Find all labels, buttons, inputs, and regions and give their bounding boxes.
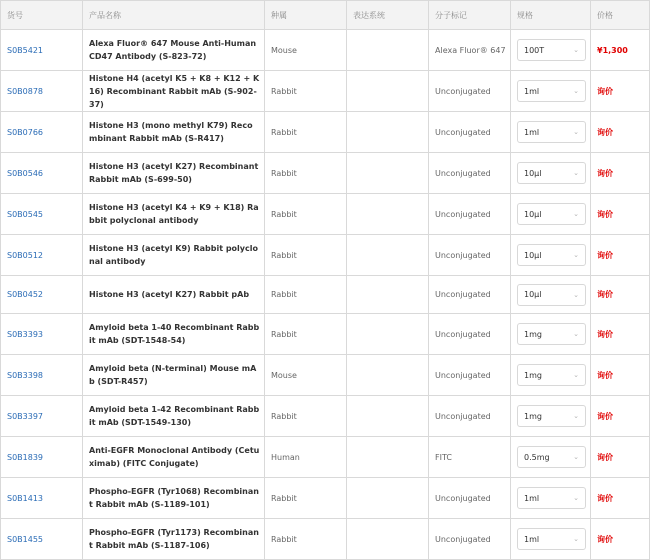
spec-value: 1ml	[524, 493, 540, 503]
price: 询价	[591, 194, 650, 235]
sku-link[interactable]: S0B1839	[7, 452, 44, 462]
molecular-tag: Unconjugated	[429, 478, 511, 519]
expression-system	[347, 437, 429, 478]
spec-value: 0.5mg	[524, 452, 550, 462]
spec-value: 100T	[524, 45, 545, 55]
sku-link[interactable]: S0B0546	[7, 168, 44, 178]
spec-select[interactable]	[517, 528, 586, 550]
chevron-down-icon: ⌄	[573, 453, 579, 461]
price: 询价	[591, 314, 650, 355]
spec-select[interactable]	[517, 487, 586, 509]
product-name: Amyloid beta 1-42 Recombinant Rabbit mAb (SDT-1549-130)	[83, 396, 265, 437]
expression-system	[347, 478, 429, 519]
sku-link[interactable]: S0B0766	[7, 127, 44, 137]
product-name: Histone H3 (acetyl K9) Rabbit polyclonal antibody	[83, 235, 265, 276]
species: Human	[265, 437, 347, 478]
spec-value: 10µl	[524, 168, 542, 178]
sku-link[interactable]: S0B0878	[7, 86, 44, 96]
spec-value: 10µl	[524, 209, 542, 219]
price: 询价	[591, 519, 650, 560]
table-row	[1, 153, 650, 194]
table-row	[1, 478, 650, 519]
table-row	[1, 437, 650, 478]
product-name: Alexa Fluor® 647 Mouse Anti-Human CD47 Antibody (S-823-72)	[83, 30, 265, 71]
expression-system	[347, 314, 429, 355]
chevron-down-icon: ⌄	[573, 169, 579, 177]
spec-select[interactable]	[517, 121, 586, 143]
molecular-tag: Unconjugated	[429, 235, 511, 276]
price: 询价	[591, 478, 650, 519]
header-sku: 货号	[1, 1, 83, 30]
expression-system	[347, 519, 429, 560]
expression-system	[347, 30, 429, 71]
header-expression-system: 表达系统	[347, 1, 429, 30]
header-tag: 分子标记	[429, 1, 511, 30]
table-row	[1, 71, 650, 112]
chevron-down-icon: ⌄	[573, 251, 579, 259]
product-name: Histone H3 (acetyl K27) Rabbit pAb	[83, 276, 265, 314]
header-price: 价格	[591, 1, 650, 30]
price: 询价	[591, 396, 650, 437]
product-name: Amyloid beta (N-terminal) Mouse mAb (SDT-R457)	[83, 355, 265, 396]
table-row	[1, 194, 650, 235]
chevron-down-icon: ⌄	[573, 290, 579, 299]
product-name: Anti-EGFR Monoclonal Antibody (Cetuximab) (FITC Conjugate)	[83, 437, 265, 478]
species: Rabbit	[265, 276, 347, 314]
species: Rabbit	[265, 153, 347, 194]
expression-system	[347, 396, 429, 437]
species: Rabbit	[265, 194, 347, 235]
product-name: Amyloid beta 1-40 Recombinant Rabbit mAb (SDT-1548-54)	[83, 314, 265, 355]
chevron-down-icon: ⌄	[573, 128, 579, 136]
table-header-row	[1, 1, 650, 30]
price: 询价	[591, 71, 650, 112]
table-row	[1, 235, 650, 276]
species: Rabbit	[265, 396, 347, 437]
species: Mouse	[265, 355, 347, 396]
table-row	[1, 519, 650, 560]
spec-value: 1ml	[524, 534, 540, 544]
price: 询价	[591, 153, 650, 194]
sku-link[interactable]: S0B0545	[7, 209, 44, 219]
molecular-tag: Unconjugated	[429, 314, 511, 355]
header-species: 种属	[265, 1, 347, 30]
expression-system	[347, 112, 429, 153]
spec-value: 1ml	[524, 86, 540, 96]
spec-value: 1mg	[524, 329, 542, 339]
expression-system	[347, 71, 429, 112]
spec-select[interactable]	[517, 162, 586, 184]
product-name: Phospho-EGFR (Tyr1068) Recombinant Rabbit mAb (S-1189-101)	[83, 478, 265, 519]
molecular-tag: Unconjugated	[429, 396, 511, 437]
chevron-down-icon: ⌄	[573, 330, 579, 338]
price: 询价	[591, 355, 650, 396]
spec-select[interactable]	[517, 39, 586, 61]
molecular-tag: FITC	[429, 437, 511, 478]
spec-select[interactable]	[517, 446, 586, 468]
sku-link[interactable]: S0B1413	[7, 493, 44, 503]
molecular-tag: Unconjugated	[429, 71, 511, 112]
spec-select[interactable]	[517, 203, 586, 225]
molecular-tag: Unconjugated	[429, 153, 511, 194]
product-name: Phospho-EGFR (Tyr1173) Recombinant Rabbit mAb (S-1187-106)	[83, 519, 265, 560]
spec-value: 10µl	[524, 290, 542, 299]
chevron-down-icon: ⌄	[573, 371, 579, 379]
spec-select[interactable]	[517, 323, 586, 345]
spec-select[interactable]	[517, 364, 586, 386]
species: Rabbit	[265, 235, 347, 276]
spec-select[interactable]	[517, 284, 586, 306]
sku-link[interactable]: S0B0452	[7, 290, 44, 299]
expression-system	[347, 194, 429, 235]
chevron-down-icon: ⌄	[573, 210, 579, 218]
species: Rabbit	[265, 71, 347, 112]
sku-link[interactable]: S0B0512	[7, 250, 44, 260]
sku-link[interactable]: S0B5421	[7, 45, 44, 55]
molecular-tag: Unconjugated	[429, 112, 511, 153]
sku-link[interactable]: S0B1455	[7, 534, 44, 544]
expression-system	[347, 235, 429, 276]
price: 询价	[591, 235, 650, 276]
spec-select[interactable]	[517, 244, 586, 266]
chevron-down-icon: ⌄	[573, 535, 579, 543]
spec-value: 1mg	[524, 370, 542, 380]
molecular-tag: Unconjugated	[429, 355, 511, 396]
table-row	[1, 396, 650, 437]
spec-value: 1mg	[524, 411, 542, 421]
expression-system	[347, 153, 429, 194]
chevron-down-icon: ⌄	[573, 412, 579, 420]
spec-select[interactable]	[517, 405, 586, 427]
species: Rabbit	[265, 519, 347, 560]
price: ¥1,300	[591, 30, 650, 71]
header-product-name: 产品名称	[83, 1, 265, 30]
product-name: Histone H3 (mono methyl K79) Recombinant Rabbit mAb (S-R417)	[83, 112, 265, 153]
header-spec: 规格	[511, 1, 591, 30]
sku-link[interactable]: S0B3397	[7, 411, 44, 421]
species: Rabbit	[265, 112, 347, 153]
price: 询价	[591, 276, 650, 314]
table-row	[1, 314, 650, 355]
spec-value: 10µl	[524, 250, 542, 260]
table-row	[1, 112, 650, 153]
molecular-tag: Unconjugated	[429, 519, 511, 560]
species: Rabbit	[265, 478, 347, 519]
expression-system	[347, 355, 429, 396]
expression-system	[347, 276, 429, 314]
sku-link[interactable]: S0B3393	[7, 329, 44, 339]
table-row	[1, 30, 650, 71]
table-row	[1, 355, 650, 396]
species: Mouse	[265, 30, 347, 71]
chevron-down-icon: ⌄	[573, 46, 579, 54]
price: 询价	[591, 112, 650, 153]
chevron-down-icon: ⌄	[573, 494, 579, 502]
product-name: Histone H3 (acetyl K27) Recombinant Rabbit mAb (S-699-50)	[83, 153, 265, 194]
molecular-tag: Alexa Fluor® 647	[429, 30, 511, 71]
product-name: Histone H4 (acetyl K5 + K8 + K12 + K16) Recombinant Rabbit mAb (S-902-37)	[83, 71, 265, 112]
species: Rabbit	[265, 314, 347, 355]
price: 询价	[591, 437, 650, 478]
molecular-tag: Unconjugated	[429, 194, 511, 235]
spec-select[interactable]	[517, 80, 586, 102]
molecular-tag: Unconjugated	[429, 276, 511, 314]
spec-value: 1ml	[524, 127, 540, 137]
table-row	[1, 276, 650, 314]
chevron-down-icon: ⌄	[573, 87, 579, 95]
product-name: Histone H3 (acetyl K4 + K9 + K18) Rabbit polyclonal antibody	[83, 194, 265, 235]
sku-link[interactable]: S0B3398	[7, 370, 44, 380]
